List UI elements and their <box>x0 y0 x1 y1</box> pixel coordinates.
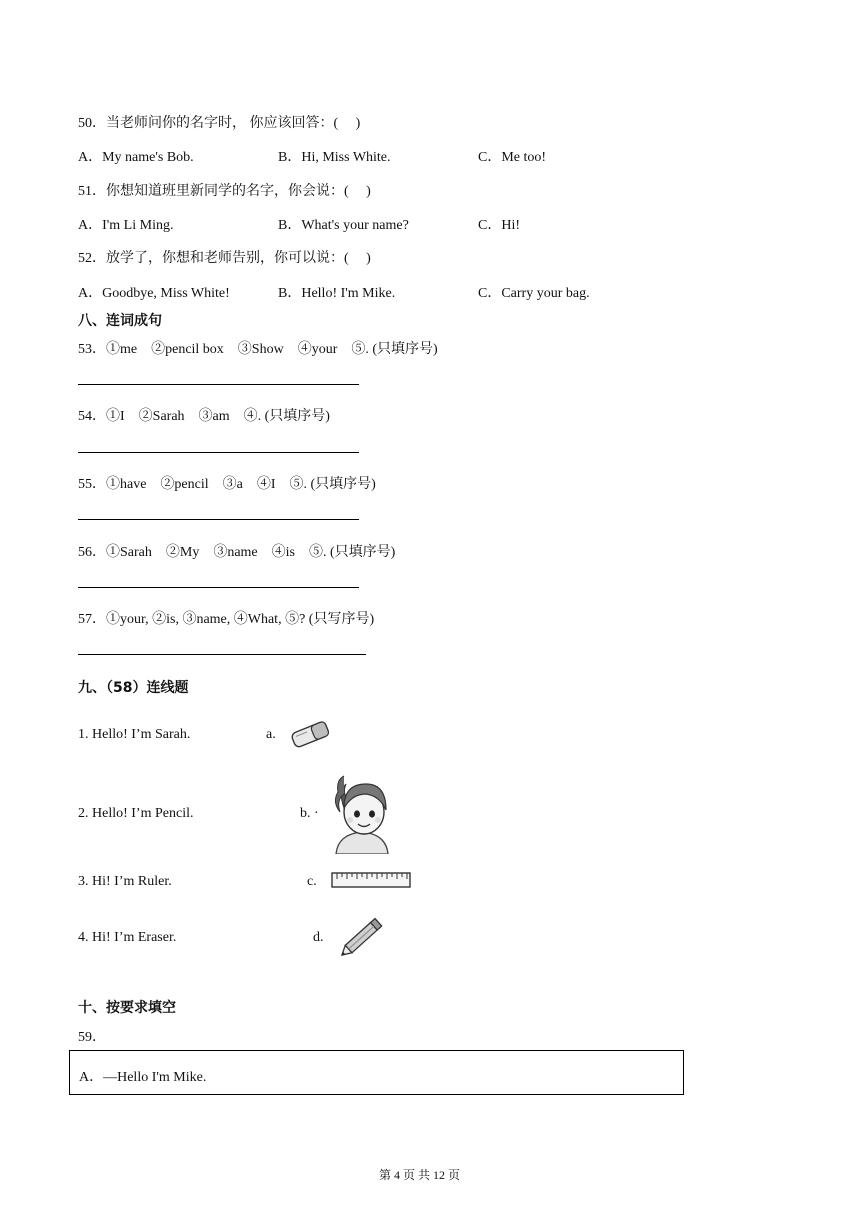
question-59-box <box>69 1050 684 1095</box>
ruler-icon <box>331 871 411 889</box>
match-right-d-label[interactable]: d. <box>313 930 324 945</box>
match-left-1[interactable]: 1. Hello! I’m Sarah. <box>78 727 191 742</box>
match-right-c-label[interactable]: c. <box>307 874 317 889</box>
question-52-option-a[interactable]: A．Goodbye, Miss White! <box>78 286 230 301</box>
answer-line-53[interactable] <box>78 384 359 385</box>
question-55: 55．①have ②pencil ③a ④I ⑤. (只填序号) <box>78 477 376 492</box>
answer-line-54[interactable] <box>78 452 359 453</box>
match-left-4[interactable]: 4. Hi! I’m Eraser. <box>78 930 177 945</box>
eraser-icon <box>288 718 332 750</box>
question-52-option-b[interactable]: B．Hello! I'm Mike. <box>278 286 396 301</box>
answer-line-57[interactable] <box>78 654 366 655</box>
question-59: 59． <box>78 1030 106 1045</box>
question-51-option-b[interactable]: B．What's your name? <box>278 218 409 233</box>
question-51-option-a[interactable]: A．I'm Li Ming. <box>78 218 174 233</box>
section-8-title: 八、连词成句 <box>78 313 162 329</box>
match-right-b-label[interactable]: b. · <box>300 806 319 821</box>
question-53: 53．①me ②pencil box ③Show ④your ⑤. (只填序号) <box>78 342 438 357</box>
question-50-option-c[interactable]: C．Me too! <box>478 150 547 165</box>
answer-line-56[interactable] <box>78 587 359 588</box>
question-56: 56．①Sarah ②My ③name ④is ⑤. (只填序号) <box>78 545 396 560</box>
question-54: 54．①I ②Sarah ③am ④. (只填序号) <box>78 409 330 424</box>
page-footer: 第 4 页 共 12 页 <box>379 1168 461 1182</box>
section-9-title: 九、（58）连线题 <box>78 680 189 696</box>
question-52-option-c[interactable]: C．Carry your bag. <box>478 286 590 301</box>
answer-line-55[interactable] <box>78 519 359 520</box>
girl-icon <box>330 772 394 854</box>
question-51-option-c[interactable]: C．Hi! <box>478 218 520 233</box>
question-52-stem: 52．放学了，你想和老师告别，你可以说：( ) <box>78 251 371 266</box>
question-57: 57．①your, ②is, ③name, ④What, ⑤? (只写序号) <box>78 612 375 627</box>
match-left-3[interactable]: 3. Hi! I’m Ruler. <box>78 874 172 889</box>
question-50-option-b[interactable]: B．Hi, Miss White. <box>278 150 391 165</box>
pencil-icon <box>334 912 390 962</box>
question-50-stem: 50．当老师问你的名字时， 你应该回答：( ) <box>78 116 361 131</box>
question-51-stem: 51．你想知道班里新同学的名字，你会说：( ) <box>78 184 371 199</box>
question-59-box-text: A．—Hello I'm Mike. <box>79 1070 207 1085</box>
section-10-title: 十、按要求填空 <box>78 1000 176 1016</box>
question-50-option-a[interactable]: A．My name's Bob. <box>78 150 194 165</box>
match-left-2[interactable]: 2. Hello! I’m Pencil. <box>78 806 194 821</box>
match-right-a-label[interactable]: a. <box>266 727 276 742</box>
